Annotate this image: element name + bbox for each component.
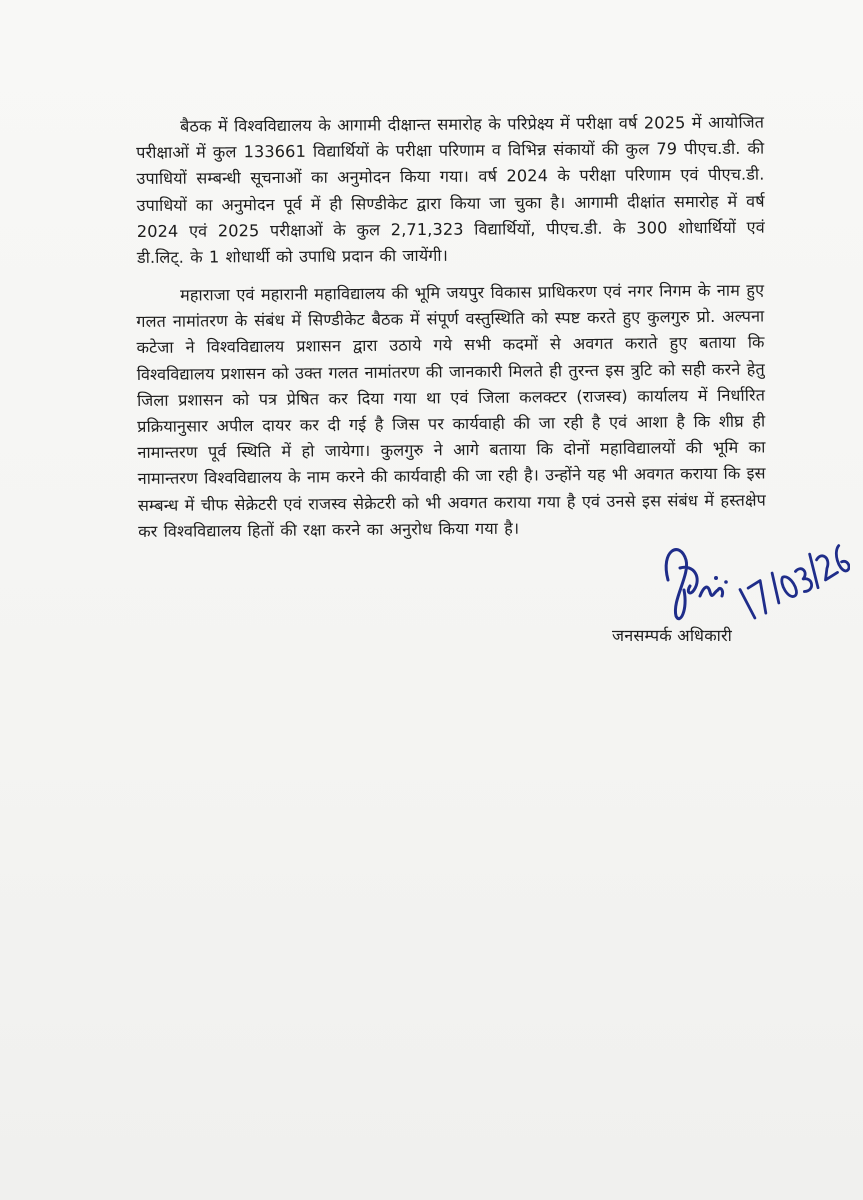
designation-label: जनसम्पर्क अधिकारी bbox=[612, 626, 733, 645]
paragraph-convocation: बैठक में विश्वविद्यालय के आगामी दीक्षान्त समारोह के परिप्रेक्ष्य में परीक्षा वर्ष 2025 में आयोजित परीक्षाओं में कुल 133661 विद्यार्थियों के परीक्षा परिणाम व विभिन्न संकायों की कुल 79 पीएच.डी. की उपाधियों सम्बन्धी सूचनाओं का अनुमोदन किया गया। वर्ष 2024 के परीक्षा परिणाम एवं पीएच.डी. उपाधियों का अनुमोदन पूर्व में ही सिण्डीकेट द्वारा किया जा चुका है। आगामी दीक्षांत समारोह में वर्ष 2024 एवं 2025 परीक्षाओं के कुल 2,71,323 विद्यार्थियों, पीएच.डी. के 300 शोधार्थियों एवं डी.लिट्. के 1 शोधार्थी को उपाधि प्रदान की जायेंगी। bbox=[136, 112, 765, 268]
paragraph-land-mutation: महाराजा एवं महारानी महाविद्यालय की भूमि जयपुर विकास प्राधिकरण एवं नगर निगम के नाम हुए गलत नामांतरण के संबंध में सिण्डीकेट बैठक में संपूर्ण वस्तुस्थिति को स्पष्ट करते हुए कुलगुरु प्रो. अल्पना कटेजा ने विश्वविद्यालय प्रशासन द्वारा उठाये गये सभी कदमों से अवगत कराते हुए बताया कि विश्वविद्यालय प्रशासन को उक्त गलत नामांतरण की जानकारी मिलते ही तुरन्त इस त्रुटि को सही करने हेतु जिला प्रशासन को पत्र प्रेषित कर दिया गया था एवं जिला कलक्टर (राजस्व) कार्यालय में निर्धारित प्रक्रियानुसार अपील दायर कर दी गई है जिस पर कार्यवाही की जा रही है एवं आशा है कि शीघ्र ही नामान्तरण पूर्व स्थिति में हो जायेगा। कुलगुरु ने आगे बताया कि दोनों महाविद्यालयों की भूमि का नामान्तरण विश्वविद्यालय के नाम करने की कार्यवाही की जा रही है। उन्होंने यह भी अवगत कराया कि इस सम्बन्ध में चीफ सेक्रेटरी एवं राजस्व सेक्रेटरी को भी अवगत कराया गया है एवं उनसे इस संबंध में हस्तक्षेप कर विश्वविद्यालय हितों की रक्षा करने का अनुरोध किया गया है। bbox=[136, 280, 766, 541]
handwritten-signature bbox=[650, 520, 850, 640]
